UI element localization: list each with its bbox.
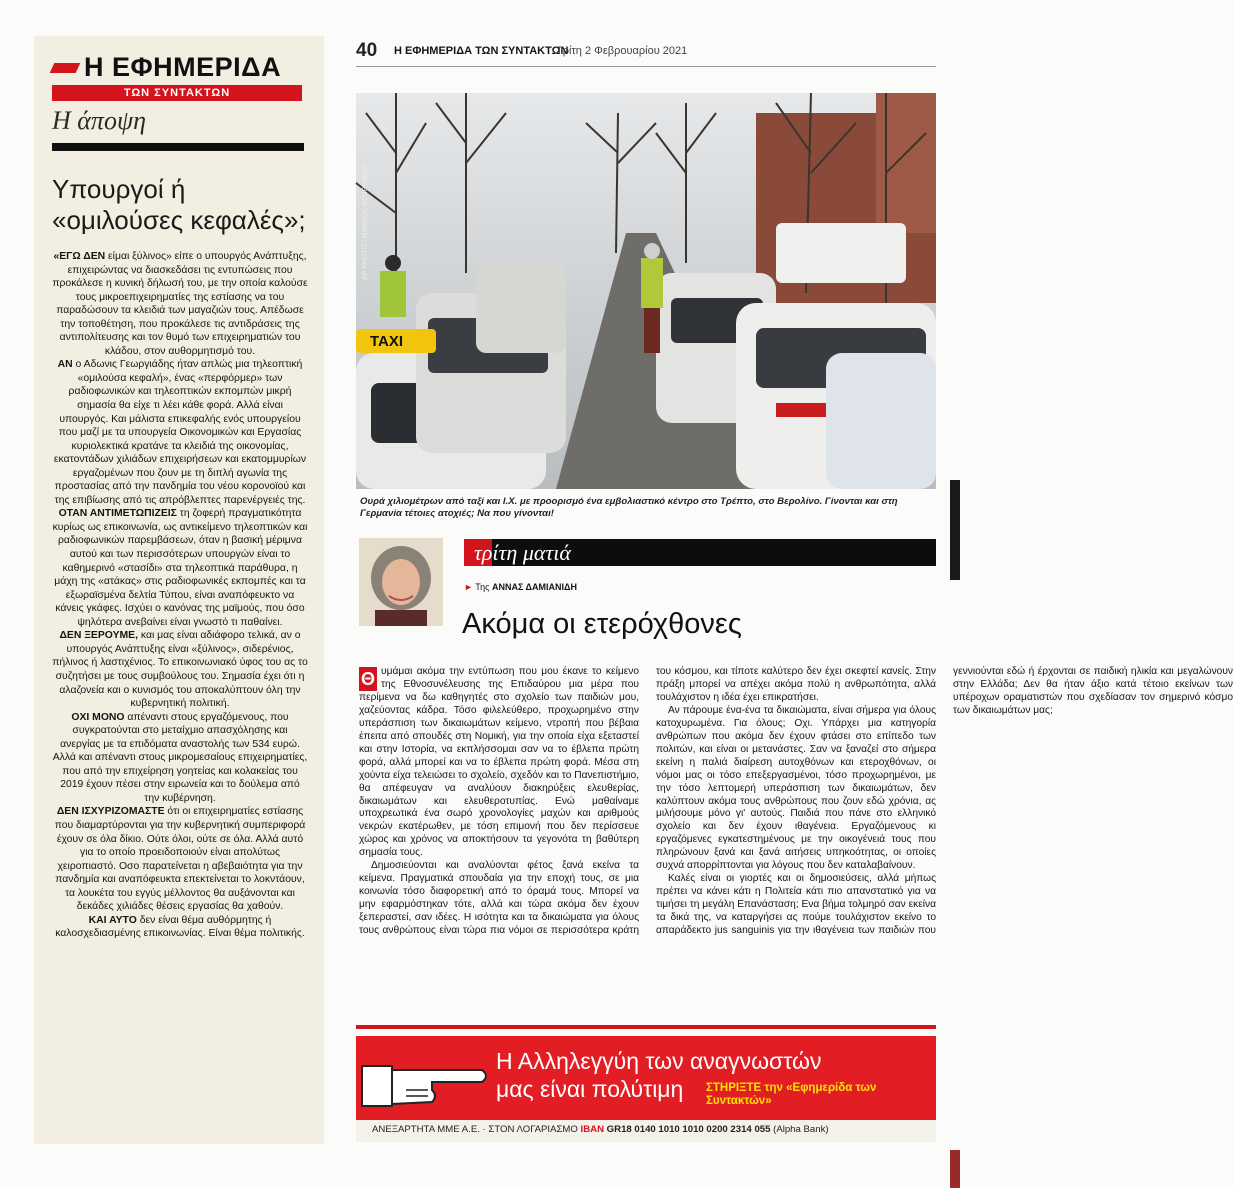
ad-bank-strip [356,1120,936,1142]
paragraph-text: υμάμαι ακόμα την εντύπωση που μου έκανε το κείμενο της Εθνοσυνέλευσης της Επιδαύρου μια μέρα που περίμενα να δω καθηγητές στο σχολείο των παιδιών μου, χαζεύοντας κάδρα. Τόσο φιλελεύθερο, προχωρημένο στην υπεράσπιση των δικαιωμάτων κείμενο, ντροπή που βέβαια έπειτα από σπουδές στη Νομική, για την οποία είχα εξεταστεί και στην Ιστορία, να εκπλήσσομαι σαν να το έβλεπα πρώτη φορά, αλλά μπορεί και να το έβλεπα πρώτη φορά. Μέσα στη χούντα είχα τελειώσει το σχολείο, σχεδόν και το Πανεπιστήμιο, θα απέφευγαν να αναλύουν διακηρύξεις ελευθερίας, δικαιωμάτων και ελευθεροτυπίας. Ενώ μαθαίναμε υποχρεωτικά ένα σωρό χρονολογίες μαχών και αριθμούς νεκρών εκατέρωθεν, με τόση επιμονή που δεν περίσσευε χώρος και χρόνος να αποκτήσουν τα γεγονότα τη βαθύτερη σημασία τους. [359,666,639,859]
page-edge-mark [950,480,960,580]
taxi-sign-text: TAXI [370,333,404,350]
opinion-paragraph [52,805,308,913]
paragraph-lead: ΟΤΑΝ ΑΝΤΙΜΕΤΩΠΙΖΕΙΣ [58,508,177,520]
opinion-paragraph [52,711,308,806]
column-banner [464,539,936,566]
opinion-paragraph [52,358,308,507]
paragraph-text: είμαι ξύλινος» είπε ο υπουργός Ανάπτυξης, επιχειρώντας να διασκεδάσει τις εντυπώσεις που προκάλεσε η κυνική δήλωσή του, με την οποία καλούσε τους μικροεπιχειρηματίες της εστίασης να του παραδώσουν τα κλειδιά των μαγαζιών τους. Απέδωσε την τοποθέτηση, που προκάλεσε τις αντιδράσεις της αντιπολίτευσης και τον θυμό των επιχειρηματιών του κλάδου, στον αυθορμητισμό του. [52,251,308,357]
paragraph-text: δεν είναι θέμα αυθόρμητης ή καλοσχεδιασμένης επικοινωνίας. Είναι θέμα πολιτικής. [55,914,305,940]
column-paragraph [359,666,639,860]
logo-mark-icon [50,63,81,73]
paragraph-lead: «ΕΓΩ ΔΕΝ [53,251,106,262]
opinion-title: Υπουργοί ή «ομιλούσες κεφαλές»; [52,174,306,235]
column-paragraph: Καλές είναι οι γιορτές και οι δημοσιεύσεις, αλλά μήπως πρέπει να κάνει κάτι η Πολιτεία κάτι πιο απανστατικό για να τιμήσει τη μεγάλη Επανάσταση; Ενα βήμα τολμηρό σαν εκείνα τα δικά της, να καταργήσει ας πούμε τουλάχιστον εκείνο το απαράδεκτο jus sanguinis για την ιθαγένεια των παιδιών που γεννιούνται εδώ ή έρχονται σε παιδική ηλικία και μεγαλώνουν στην Ελλάδα; Δεν θα ήταν άξιο κατά τέτοιο εκείνων των υπέροχων οραματιστών που σχεδίασαν τον σημερινό κόσμο των δικαιωμάτων μας; [656,666,1233,937]
column-body [359,666,1233,950]
ad-support: ΣΤΗΡΙΞΤΕ την «Εφημερίδα των Συντακτών» [706,1082,877,1107]
taxi-queue-photo [356,93,936,489]
column-title: Ακόμα οι ετερόχθονες [462,608,742,640]
paragraph-lead: ΔΕΝ ΞΕΡΟΥΜΕ, [59,630,138,642]
byline-arrow-icon: ► [464,582,473,592]
paragraph-lead: ΚΑΙ ΑΥΤΟ [88,914,137,926]
column-paragraph: Αν πάρουμε ένα-ένα τα δικαιώματα, είναι σήμερα για όλους κατοχυρωμένα. Για όλους; Οχι. Υπάρχει μια κατηγορία ανθρώπων που ακόμα δεν έχουν φτάσει στο επίπεδο των πολιτών, και είναι οι μετανάστες. Σαν να ξαναζεί στο σήμερα εκείνη η παλιά διαίρεση αυτοχθόνων και ετεροχθόνων, οι νόμοι μας οι τόσο επεξεργασμένοι, τόσο προχωρημένοι, με την τόσο λεπτομερή υπεράσπιση των δικαιωμάτων, δεν καλύπτουν ακόμα τους ανθρώπους που ζουν εδώ χρόνια, ας μιλήσουμε μόνο γι' αυτούς. Παιδιά που πάνε στο ελληνικό σχολείο και δεν έχουν ιθαγένεια. Εργαζόμενους κι εργαζόμενες εγκατεστημένους με την οικογένειά τους που πληρώνουν ξανά και ξανά αιτήσεις υπηκοότητας, οι οποίες συχνά απορρίπτονται για λόγους που δεν καταλαβαίνουν. [656,704,936,872]
iban-number: GR18 0140 1010 1010 0200 2314 055 [606,1124,771,1135]
column-banner-label: τρίτη ματιά [474,540,571,565]
opinion-paragraph [52,914,308,941]
page-number: 40 [356,40,378,61]
ad-top-rule [356,1025,936,1029]
paragraph-text: και μας είναι αδιάφορο τελικά, αν ο υπουργός Ανάπτυξης είναι «ξύλινος», σιδερένιος, πήλινος ή λαστιχένιος. Το επικοινωνιακό ύφος του ας το συζητήσει με τους συμβούλους του. Σημασία έχει ότι η αλαζονεία και ο κυνισμός του αποκαλύπτουν όλη την κυβερνητική πολιτική. [52,630,308,710]
running-title: Η ΕΦΗΜΕΡΙΔΑ ΤΩΝ ΣΥΝΤΑΚΤΩΝ [394,45,569,57]
paper-name: Η ΕΦΗΜΕΡΙΔΑ [84,52,282,82]
byline-prefix: Της [475,582,490,592]
ad-title-line2: μας είναι πολύτιμη [496,1076,684,1102]
opinion-paragraph [52,250,308,358]
author-portrait [359,538,443,626]
paragraph-text: τη ζοφερή πραγματικότητα κυρίως ως επικοινωνία, ως αντικείμενο τηλεοπτικών και ραδιοφωνικών παρεμβάσεων, όταν η βασική μέριμνα αυτού και των περισσότερων υπουργών είναι το καθημερινό «στασίδι» στα τηλεοπτικά παράθυρα, η μάχη της «ατάκας» στις ραδιοφωνικές εκπομπές και τα εξωραϊσμένα δελτία Τύπου, είναι αναπόφευκτο να κάνεις γκάφες. Ισχύει ο κανόνας της μαϊμούς, που όσο ψηλότερα ανεβαίνει είναι γνωστό τι παθαίνει. [52,508,308,628]
section-label: Η άποψη [52,106,146,135]
byline [464,582,577,592]
paragraph-text: απέναντι στους εργαζόμενους, που συγκρατούνται στο μεταίχμιο απασχόλησης και ανεργίας με τα επιδόματα αναστολής των 534 ευρώ. Αλλά και απέναντι στους μικρομεσαίους επιχειρηματίες, που από την επιχείρηση γοητείας και κολακείας του 2019 έχουν πέσει στην ειρωνεία και το δούλεμα από την κυβέρνηση. [52,711,308,804]
ad-recipient: ΑΝΕΞΑΡΤΗΤΑ ΜΜΕ Α.Ε. · ΣΤΟΝ ΛΟΓΑΡΙΑΣΜΟ [372,1124,578,1135]
author-photo-icon [359,538,443,626]
opinion-column [34,36,324,1144]
photo-caption: Ουρά χιλιομέτρων από ταξί και Ι.Χ. με προορισμό ένα εμβολιαστικό κέντρο στο Τρέπτο, στο Βερολίνο. Γίνονται και στη Γερμανία τέτοιες ατοχιές; Να που γίνονται! [360,496,898,519]
masthead-logo [52,52,302,101]
photo-illustration [356,93,936,489]
opinion-paragraph [52,507,308,629]
ad-title-line1: Η Αλληλεγγύη των αναγνωστών [496,1048,822,1074]
section-rule [52,143,304,151]
paragraph-lead: ΔΕΝ ΙΣΧΥΡΙΖΟΜΑΣΤΕ [56,806,165,818]
bank-name: (Alpha Bank) [773,1124,829,1135]
dropcap: Θ [360,669,375,689]
page-header [356,40,936,67]
paragraph-lead: ΑΝ [57,359,73,371]
paragraph-text: ότι οι επιχειρηματίες εστίασης που διαμαρτύρονται για την κυβερνητική συμπεριφορά έχουν σε όλα δίκιο. Ούτε όλοι, ούτε σε όλα. Αλλά αυτό για το οποίο προειδοποιούν είναι απολύτως χειροπιαστό. Οσο παρατείνεται η αβεβαιότητα για την πανδημία και αναπόφευκτα επεκτείνεται το λοκντάουν, τα λουκέτα του εγγύς μέλλοντος θα αυξάνονται και δεκάδες χιλιάδες θέσεις εργασίας θα χαθούν. [54,806,306,913]
opinion-body [52,250,308,941]
iban-label: IBAN [580,1124,604,1135]
pointing-hand-icon [362,1046,492,1116]
solidarity-ad [356,1036,936,1142]
column-paragraph: Δημοσιεύονται και αναλύονται φέτος ξανά εκείνα τα κείμενα. Πραγματικά σπουδαία για την εποχή τους, σε μια κοινωνία τόσο διαφορετική από το όραμά τους. Μπορεί να μην εφαρμόστηκαν τότε, αλλά και τώρα ακόμα δεν έχουν ξεπεραστεί, σαν ιδέες. Η ισότητα και τα δικαιώματα για όλους τους ανθρώπους είναι τώρα πια νόμοι σε περισσότερα κράτη του κόσμου, και τίποτε καλύτερο δεν έχει σκεφτεί κανείς. Στην πράξη μπορεί να απέχει ακόμα πολύ η ανθρωπότητα, αλλά τουλάχιστον η ιδέα έχει επικρατήσει. [359,666,936,937]
paragraph-lead: ΟΧΙ ΜΟΝΟ [71,711,125,723]
paragraph-text: ο Αδωνις Γεωργιάδης ήταν απλώς μια τηλεοπτική «ομιλούσα κεφαλή», ένας «περφόρμερ» των ραδιοφωνικών και τηλεοπτικών εκπομπών μικρή σημασία θα είχε τι λέει κάθε φορά. Αλλά είναι υπουργός. Και μάλιστα επικεφαλής ενός υπουργείου που μαζί με τα υπουργεία Οικονομικών και Εργασίας κυριολεκτικά κρατάνε τα κλειδιά της οικονομίας, εκατοντάδων χιλιάδων επιχειρήσεων και εκατομμυρίων εργαζομένων που ζουν με τη διπλή αγωνία της προστασίας από την πανδημία του νέου κορονοϊού και της επιβίωσης από τις απρόβλεπτες παρενέργειές της. [53,359,307,506]
opinion-paragraph [52,629,308,710]
paper-subtitle: ΤΩΝ ΣΥΝΤΑΚΤΩΝ [52,85,302,101]
photo-credit: AP PHOTO / MARKUS SCHREIBER [362,165,369,280]
issue-date: Τρίτη 2 Φεβρουαρίου 2021 [556,45,688,57]
byline-author: ΑΝΝΑΣ ΔΑΜΙΑΝΙΔΗ [491,582,577,592]
page-edge-mark [950,1150,960,1188]
